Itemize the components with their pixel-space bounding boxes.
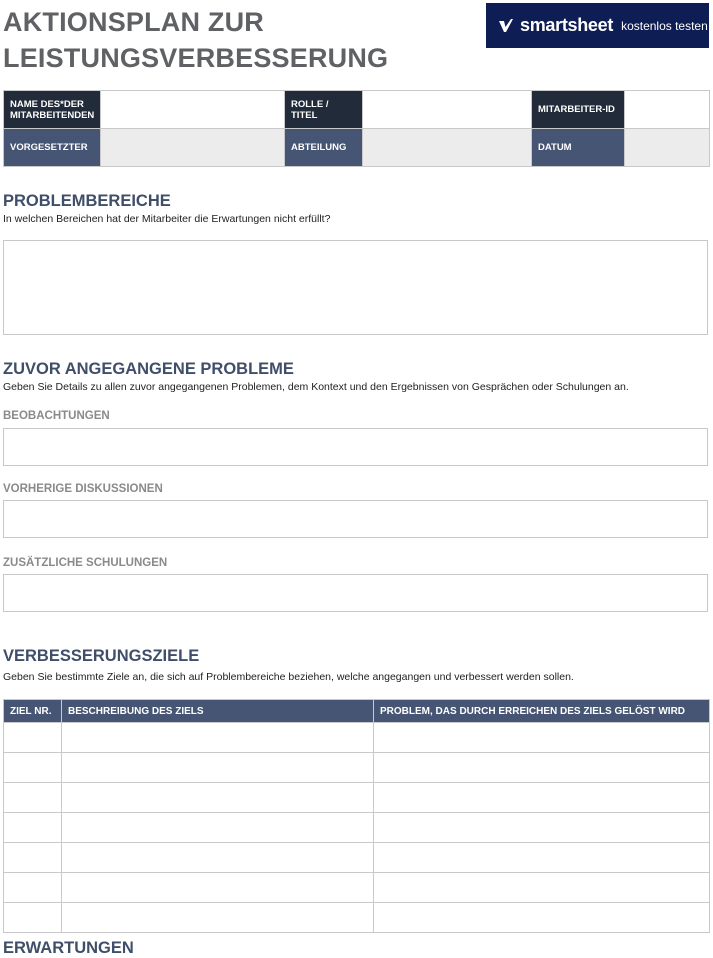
employee-id-field[interactable]: [625, 91, 710, 129]
trainings-label: ZUSÄTZLICHE SCHULUNGEN: [3, 557, 168, 569]
checkmark-logo-icon: [498, 18, 514, 34]
title-line-1: AKTIONSPLAN ZUR: [3, 7, 264, 37]
problem-areas-heading: PROBLEMBEREICHE: [3, 192, 171, 210]
goal-description-cell[interactable]: [62, 813, 374, 843]
employee-id-label: MITARBEITER-ID: [532, 91, 625, 129]
logo-brand: smartsheet: [520, 15, 614, 35]
goal-description-header: BESCHREIBUNG DES ZIELS: [62, 700, 374, 723]
goal-problem-cell[interactable]: [374, 723, 710, 753]
goal-problem-cell[interactable]: [374, 903, 710, 933]
discussions-label: VORHERIGE DISKUSSIONEN: [3, 483, 163, 495]
date-field[interactable]: [625, 129, 710, 167]
supervisor-label: VORGESETZTER: [4, 129, 101, 167]
previous-problems-description: Geben Sie Details zu allen zuvor angegangenen Problemen, dem Kontext und den Ergebnissen von Gesprächen oder Schulungen an.: [3, 381, 629, 393]
goal-problem-cell[interactable]: [374, 813, 710, 843]
role-field[interactable]: [363, 91, 532, 129]
goal-number-cell[interactable]: [4, 813, 62, 843]
employee-name-label: NAME DES*DER MITARBEITENDEN: [4, 91, 101, 129]
goal-problem-cell[interactable]: [374, 753, 710, 783]
goal-number-cell[interactable]: [4, 903, 62, 933]
previous-problems-heading: ZUVOR ANGEGANGENE PROBLEME: [3, 360, 294, 378]
goals-table: [3, 699, 710, 933]
goal-description-cell[interactable]: [62, 903, 374, 933]
expectations-heading: ERWARTUNGEN: [3, 939, 134, 957]
trainings-field[interactable]: [3, 574, 708, 612]
goal-number-header: ZIEL NR.: [4, 700, 62, 723]
problem-areas-field[interactable]: [3, 240, 708, 335]
goals-heading: VERBESSERUNGSZIELE: [3, 647, 200, 665]
discussions-field[interactable]: [3, 500, 708, 538]
supervisor-field[interactable]: [101, 129, 285, 167]
observations-field[interactable]: [3, 428, 708, 466]
table-row: [4, 723, 710, 753]
goal-number-cell[interactable]: [4, 753, 62, 783]
table-row: [4, 873, 710, 903]
department-field[interactable]: [363, 129, 532, 167]
page-title: [3, 4, 473, 76]
date-label: DATUM: [532, 129, 625, 167]
table-row: [4, 843, 710, 873]
goals-description: Geben Sie bestimmte Ziele an, die sich auf Problembereiche beziehen, welche angegangen und verbessert werden sollen.: [3, 671, 574, 683]
goal-description-cell[interactable]: [62, 723, 374, 753]
table-row: [4, 903, 710, 933]
title-line-2: LEISTUNGSVERBESSERUNG: [3, 43, 389, 73]
goal-problem-header: PROBLEM, DAS DURCH ERREICHEN DES ZIELS GELÖST WIRD: [374, 700, 710, 723]
goal-problem-cell[interactable]: [374, 873, 710, 903]
department-label: ABTEILUNG: [285, 129, 363, 167]
goal-description-cell[interactable]: [62, 843, 374, 873]
goal-number-cell[interactable]: [4, 843, 62, 873]
role-label: ROLLE / TITEL: [285, 91, 363, 129]
goal-problem-cell[interactable]: [374, 843, 710, 873]
goal-number-cell[interactable]: [4, 873, 62, 903]
table-row: [4, 753, 710, 783]
observations-label: BEOBACHTUNGEN: [3, 410, 110, 422]
table-row: [4, 813, 710, 843]
problem-areas-description: In welchen Bereichen hat der Mitarbeiter die Erwartungen nicht erfüllt?: [3, 213, 331, 225]
goal-description-cell[interactable]: [62, 753, 374, 783]
smartsheet-logo-button[interactable]: [486, 3, 709, 48]
employee-info-table: [3, 90, 710, 167]
goal-description-cell[interactable]: [62, 783, 374, 813]
goal-number-cell[interactable]: [4, 783, 62, 813]
goal-description-cell[interactable]: [62, 873, 374, 903]
employee-name-field[interactable]: [101, 91, 285, 129]
goal-number-cell[interactable]: [4, 723, 62, 753]
logo-cta: kostenlos testen: [621, 18, 708, 33]
goal-problem-cell[interactable]: [374, 783, 710, 813]
table-row: [4, 783, 710, 813]
